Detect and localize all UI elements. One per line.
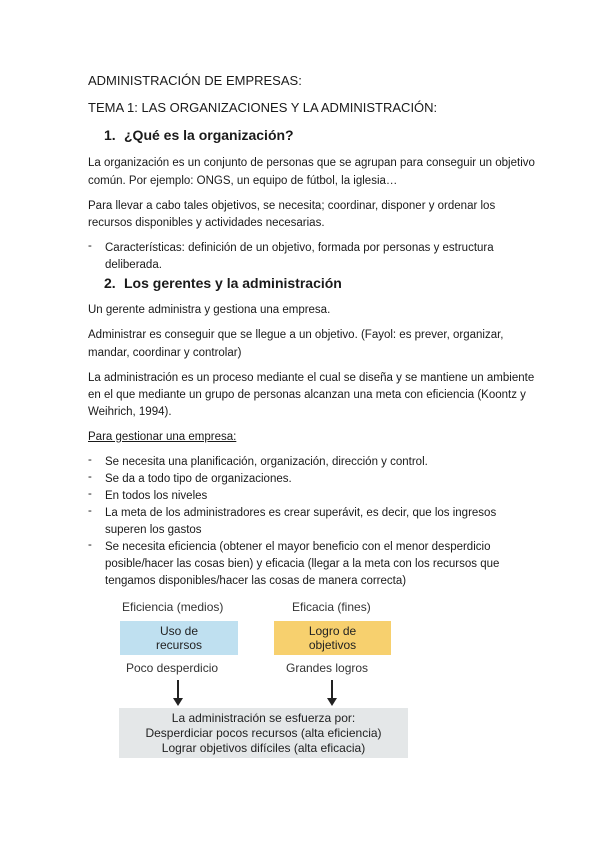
bullet-marker: - (88, 539, 92, 551)
s1-paragraph2-line2: recursos disponibles y actividades necesarias. (88, 217, 325, 229)
s1-paragraph2-line1: Para llevar a cabo tales objetivos, se necesita; coordinar, disponer y ordenar los (88, 200, 496, 212)
list-item: La meta de los administradores es crear superávit, es decir, que los ingresos (105, 507, 497, 519)
efficiency-label: Eficiencia (medios) (122, 600, 224, 614)
list-item: Se necesita eficiencia (obtener el mayor beneficio con el menor desperdicio (105, 541, 491, 553)
efficiency-effectiveness-diagram (118, 597, 408, 767)
list-item-continued: tengamos disponibles/hacer las cosas de manera correcta) (105, 575, 407, 587)
list-item-continued: posible/hacer las cosas bien) y eficacia (llegar a la meta con los recursos que (105, 558, 500, 570)
topic-title: TEMA 1: LAS ORGANIZACIONES Y LA ADMINISTRACIÓN: (88, 100, 438, 115)
s2-paragraph3-line3: Weihrich, 1994). (88, 406, 172, 418)
resource-use-line2: recursos (155, 638, 202, 652)
list-item: Se necesita una planificación, organización, dirección y control. (105, 456, 428, 468)
right-arrow-shaft (331, 680, 333, 700)
bullet-marker: - (88, 240, 92, 252)
strives-line3: Lograr objetivos difíciles (alta eficacia) (161, 740, 366, 755)
s1-bullet-line2: deliberada. (105, 259, 162, 271)
s1-paragraph1-line2: común. Por ejemplo: ONGS, un equipo de fútbol, la iglesia… (88, 175, 398, 187)
list-item: Se da a todo tipo de organizaciones. (105, 473, 292, 485)
low-waste-label: Poco desperdicio (126, 661, 219, 675)
s2-paragraph3-line1: La administración es un proceso mediante el cual se diseña y se mantiene un ambiente (88, 372, 535, 384)
goal-achievement-box (274, 621, 391, 655)
s1-paragraph1-line1: La organización es un conjunto de personas que se agrupan para conseguir un objetivo (88, 157, 535, 169)
effectiveness-label: Eficacia (fines) (292, 600, 371, 614)
down-arrow-icon (327, 698, 337, 706)
bullet-marker: - (88, 505, 92, 517)
great-achievements-label: Grandes logros (286, 661, 369, 675)
course-title: ADMINISTRACIÓN DE EMPRESAS: (88, 73, 302, 88)
bullet-marker: - (88, 488, 92, 500)
down-arrow-icon (173, 698, 183, 706)
strives-line1: La administración se esfuerza por: (171, 710, 356, 725)
section2-title: Los gerentes y la administración (124, 275, 342, 291)
section1-number: 1. (104, 127, 116, 143)
resource-use-line1: Uso de (159, 624, 198, 638)
section2-number: 2. (104, 275, 116, 291)
goal-achievement-line2: objetivos (308, 638, 357, 652)
list-item-continued: superen los gastos (105, 524, 202, 536)
s1-bullet-line1: Características: definición de un objetivo, formada por personas y estructura (105, 242, 494, 254)
bullet-marker: - (88, 454, 92, 466)
s2-paragraph3-line2: en el que mediante un grupo de personas alcanzan una meta con eficiencia (Koontz y (88, 389, 526, 401)
resource-use-box (120, 621, 238, 655)
strives-line2: Desperdiciar pocos recursos (alta eficiencia) (145, 725, 382, 740)
management-strives-box (119, 708, 408, 758)
s2-paragraph2-line1: Administrar es conseguir que se llegue a un objetivo. (Fayol: es prever, organizar, (88, 329, 504, 341)
left-arrow-shaft (177, 680, 179, 700)
list-heading: Para gestionar una empresa: (88, 431, 237, 443)
list-item: En todos los niveles (105, 490, 208, 502)
section1-title: ¿Qué es la organización? (124, 127, 294, 143)
bullet-marker: - (88, 471, 92, 483)
s2-paragraph1: Un gerente administra y gestiona una empresa. (88, 304, 331, 316)
goal-achievement-line1: Logro de (308, 624, 357, 638)
s2-paragraph2-line2: mandar, coordinar y controlar) (88, 347, 242, 359)
